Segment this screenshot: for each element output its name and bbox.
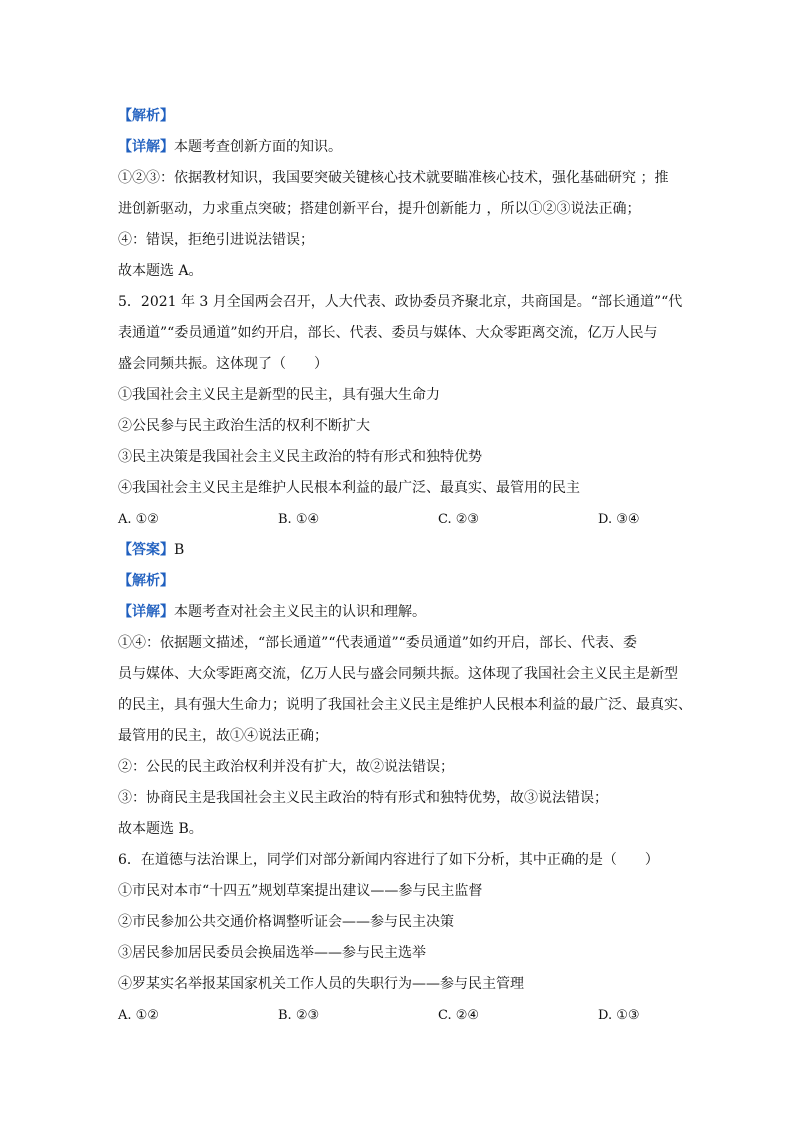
q4-analysis-line: 进创新驱动，力求重点突破；搭建创新平台，提升创新能力 ，所以①②③说法正确； xyxy=(118,201,641,217)
q5-analysis-line: 员与媒体、大众零距离交流，亿万人民与盛会同频共振。这体现了我国社会主义民主是新型 xyxy=(118,666,678,682)
q5-conclusion: 故本题选 B。 xyxy=(118,821,203,837)
q6-statement: ③居民参加居民委员会换届选举——参与民主选举 xyxy=(118,945,426,961)
q5-analysis-line: 最管用的民主，故①④说法正确； xyxy=(118,728,328,744)
q5-option-d: D. ③④ xyxy=(598,512,640,527)
q5-statement: ②公民参与民主政治生活的权利不断扩大 xyxy=(118,418,370,434)
q5-analysis-line: 的民主，具有强大生命力；说明了我国社会主义民主是维护人民根本利益的最广泛、最真实、 xyxy=(118,697,692,713)
q5-option-c: C. ②③ xyxy=(438,512,480,527)
q5-analysis-line: ③：协商民主是我国社会主义民主政治的特有形式和独特优势，故③说法错误； xyxy=(118,790,608,806)
q5-statement: ①我国社会主义民主是新型的民主，具有强大生命力 xyxy=(118,387,440,403)
q4-detail-line xyxy=(118,132,678,163)
q5-option-b: B. ①④ xyxy=(278,512,320,527)
q6-option-b: B. ②③ xyxy=(278,1008,320,1023)
q6-statement: ②市民参加公共交通价格调整听证会——参与民主决策 xyxy=(118,914,454,930)
q5-analysis-line: ①④：依据题文描述，“部长通道”“代表通道”“委员通道”如约开启，部长、代表、委 xyxy=(118,635,637,651)
detail-label: 【详解】 xyxy=(118,139,174,155)
q5-stem-line: 5．2021 年 3 月全国两会召开，人大代表、政协委员齐聚北京，共商国是。“部长通道”“代 xyxy=(118,294,683,310)
q5-statement: ③民主决策是我国社会主义民主政治的特有形式和独特优势 xyxy=(118,449,482,465)
q5-stem-line: 表通道”“委员通道”如约开启，部长、代表、委员与媒体、大众零距离交流，亿万人民与 xyxy=(118,325,658,341)
answer-value: B xyxy=(174,542,185,558)
analysis-label: 【解析】 xyxy=(118,108,174,124)
q5-answer-line xyxy=(118,535,678,566)
q6-statement: ①市民对本市“十四五”规划草案提出建议——参与民主监督 xyxy=(118,883,483,899)
q5-statement: ④我国社会主义民主是维护人民根本利益的最广泛、最真实、最管用的民主 xyxy=(118,480,580,496)
q5-analysis-heading xyxy=(118,566,678,597)
q5-options xyxy=(118,504,678,535)
analysis-label: 【解析】 xyxy=(118,573,174,589)
q5-stem-line: 盛会同频共振。这体现了（ ） xyxy=(118,356,328,372)
q6-statement: ④罗某实名举报某国家机关工作人员的失职行为——参与民主管理 xyxy=(118,976,524,992)
document-page xyxy=(118,101,692,1031)
detail-text: 本题考查创新方面的知识。 xyxy=(174,139,342,155)
answer-label: 【答案】 xyxy=(118,542,174,558)
q4-analysis-line: ④：错误，拒绝引进说法错误； xyxy=(118,232,314,248)
q4-analysis-line: ①②③：依据教材知识，我国要突破关键核心技术就要瞄准核心技术，强化基础研究 ；推 xyxy=(118,170,669,186)
q6-options xyxy=(118,1000,678,1031)
q4-analysis-heading xyxy=(118,101,678,132)
detail-text: 本题考查对社会主义民主的认识和理解。 xyxy=(174,604,426,620)
q5-detail-line xyxy=(118,597,678,628)
q6-option-d: D. ①③ xyxy=(598,1008,640,1023)
q5-analysis-line: ②：公民的民主政治权利并没有扩大，故②说法错误； xyxy=(118,759,454,775)
q4-conclusion: 故本题选 A。 xyxy=(118,263,203,279)
q6-stem: 6．在道德与法治课上，同学们对部分新闻内容进行了如下分析，其中正确的是（ ） xyxy=(118,852,659,868)
q6-option-c: C. ②④ xyxy=(438,1008,480,1023)
q5-option-a: A. ①② xyxy=(118,512,159,527)
detail-label: 【详解】 xyxy=(118,604,174,620)
q6-option-a: A. ①② xyxy=(118,1008,159,1023)
